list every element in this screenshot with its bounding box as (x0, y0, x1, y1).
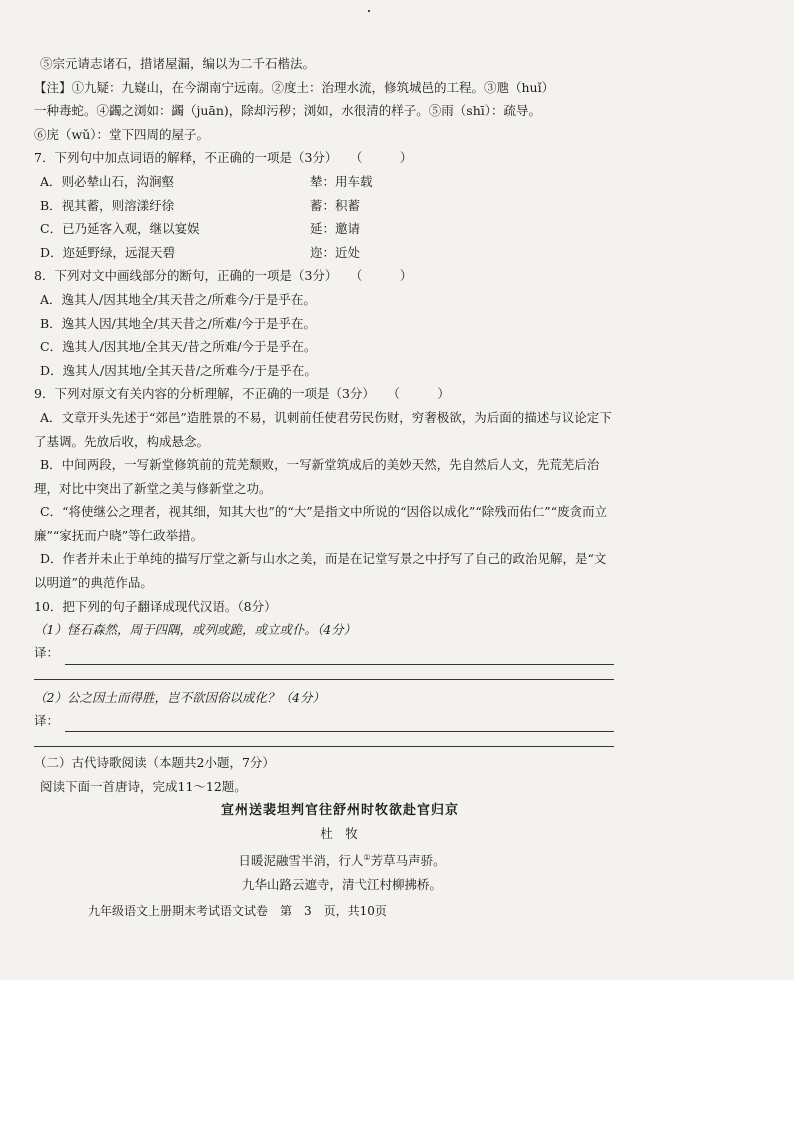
q9-option-c: C．“将使继公之理者，视其细，知其大也”的“大”是指文中所说的“因俗以成化”“除残而佑仁”“废贪而立廉”“家抚而户晓”等仁政举措。 (34, 504, 608, 543)
answer-line-2a[interactable] (65, 717, 614, 732)
translate-label-1: 译： (34, 645, 60, 661)
q7-option-b (34, 194, 614, 218)
q7-option-d-sentence: D．迩延野绿，远混天碧 (40, 244, 176, 260)
answer-line-1a[interactable] (65, 650, 614, 665)
answer-line-2b[interactable] (34, 732, 614, 747)
q10-answer-1[interactable] (34, 642, 614, 665)
q7-option-c (34, 217, 614, 241)
exam-content (34, 52, 614, 896)
q10-answer-2[interactable] (34, 709, 614, 732)
question-7-stem: 7．下列句中加点词语的解释，不正确的一项是（3分） （ ） (34, 150, 413, 166)
question-9-stem: 9．下列对原文有关内容的分析理解，不正确的一项是（3分） （ ） (34, 386, 450, 402)
q7-option-a (34, 170, 614, 194)
q10-sentence-1: （1）怪石森然，周于四隅，或列或跪，或立或仆。（4分） (34, 622, 357, 638)
q8-option-d: D．逸其人/因其地/全其天昔/之所难今/于是乎在。 (40, 362, 317, 378)
section-2-instruction: 阅读下面一首唐诗，完成11～12题。 (40, 779, 247, 795)
question-8-stem: 8．下列对文中画线部分的断句，正确的一项是（3分） （ ） (34, 268, 413, 284)
q10-sentence-2: （2）公之因土而得胜，岂不欲因俗以成化？（4分） (34, 689, 325, 705)
page-footer: 九年级语文上册期末考试语文试卷 第 3 页，共10页 (88, 904, 387, 918)
note-line-3: ⑥庑（wǔ）：堂下四周的屋子。 (34, 126, 210, 142)
q8-option-c: C．逸其人/因其地/全其天/昔之所难/今于是乎在。 (40, 339, 317, 355)
poem-line-1-part-a: 日暖泥融雪半消，行人 (238, 852, 364, 868)
passage-last-line: ⑤宗元请志诸石，措诸屋漏，编以为二千石楷法。 (40, 56, 316, 71)
answer-line-1b[interactable] (34, 665, 614, 680)
q7-option-b-gloss: 蓄：积蓄 (310, 197, 361, 213)
note-line-2: 一种毒蛇。④蠲之浏如：蠲（juān)，除却污秽；浏如，水很清的样子。⑤雨（shī）：疏导。 (34, 103, 542, 119)
poem-line-1 (34, 846, 614, 873)
q7-option-c-sentence: C．已乃延客入观，继以宴娱 (40, 221, 200, 237)
q8-option-b: B．逸其人因/其地全/其天昔之/所难/今于是乎在。 (40, 315, 317, 331)
q7-option-d (34, 241, 614, 265)
q7-option-c-gloss: 延：邀请 (310, 221, 361, 237)
q9-option-a: A．文章开头先述于“郊邑”造胜景的不易，讥刺前任使君劳民伤财，穷奢极欲，为后面的描述与议论定下了基调。先放后收，构成悬念。 (34, 409, 612, 449)
q7-option-d-gloss: 迩：近处 (310, 244, 361, 260)
q8-option-a: A．逸其人/因其地全/其天昔之/所难今/于是乎在。 (40, 291, 316, 307)
question-10-stem: 10．把下列的句子翻译成现代汉语。（8分） (34, 598, 277, 614)
note-line-1: 【注】①九疑：九嶷山，在今湖南宁远南。②度土：治理水流，修筑城邑的工程。③虺（huǐ） (34, 79, 555, 95)
q7-option-a-gloss: 辇：用车载 (310, 173, 373, 189)
q7-option-b-sentence: B．视其蓄，则溶漾纡徐 (40, 197, 175, 213)
poem-line-1-part-b: 芳草马声骄。 (370, 852, 446, 868)
q9-option-d: D．作者并未止于单纯的描写厅堂之新与山水之美，而是在记堂写景之中抒写了自己的政治见解，是“文以明道”的典范作品。 (34, 551, 607, 591)
q9-option-b: B．中间两段，一写新堂修筑前的荒芜颓败，一写新堂筑成后的美妙天然，先自然后人文，先荒芜后治理，对比中突出了新堂之美与修新堂之功。 (34, 457, 600, 496)
poem-title: 宣州送裴坦判官往舒州时牧欲赴官归京 (220, 802, 459, 818)
poem-line-2: 九华山路云遮寺，清弋江村柳拂桥。 (241, 876, 442, 892)
translate-label-2: 译： (34, 712, 60, 728)
punch-mark (368, 10, 370, 12)
q7-option-a-sentence: A．则必辇山石，沟涧壑 (40, 173, 175, 189)
section-2-heading: （二）古代诗歌阅读（本题共2小题，7分） (34, 755, 275, 771)
poem-author: 杜 牧 (320, 826, 358, 842)
footnote-marker: ① (363, 852, 371, 862)
